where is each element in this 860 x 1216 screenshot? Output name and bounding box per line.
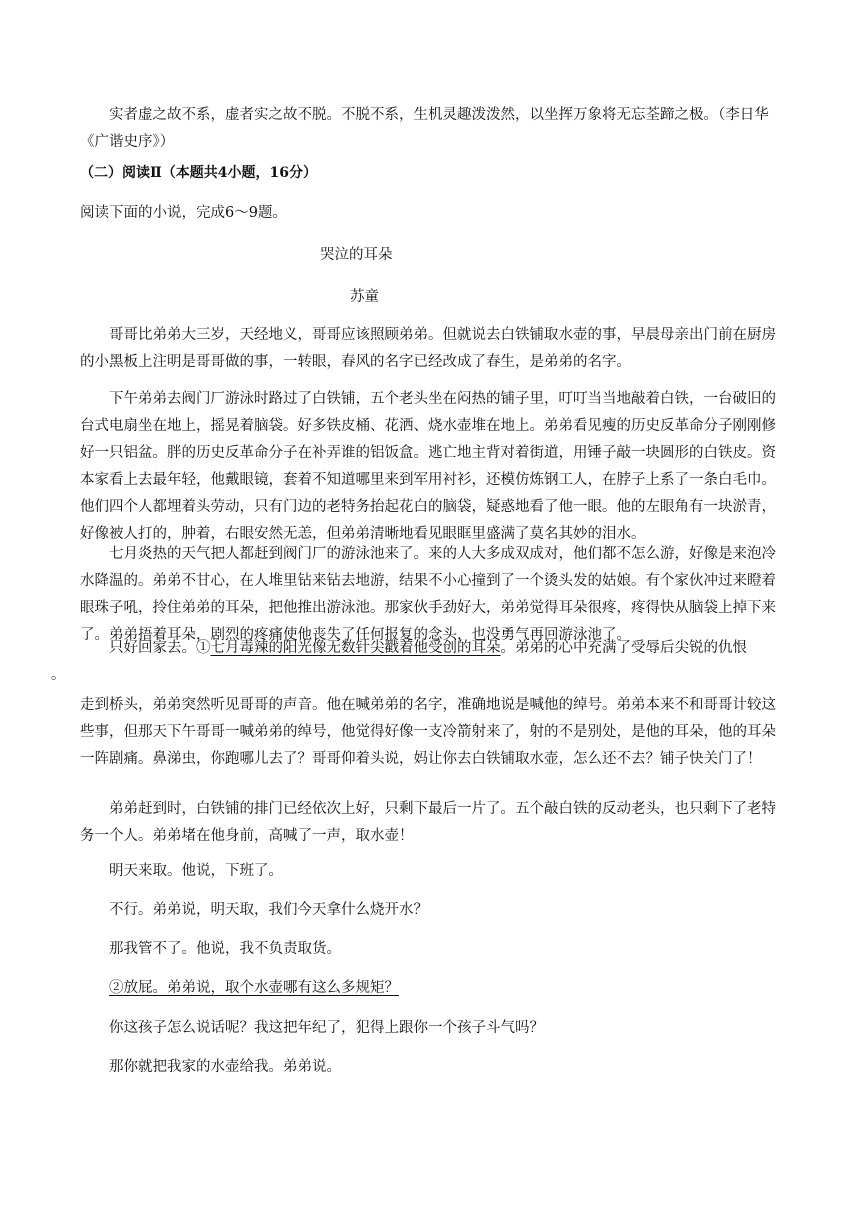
annotation-2-underlined: ②放屁。弟弟说，取个水壶哪有这么多规矩？ [109,980,399,996]
p4-end: 。弟弟的心中充满了受辱后尖锐的仇恨 [500,640,747,656]
story-paragraph-7: 明天来取。他说，下班了。 [109,863,283,879]
story-paragraph-9: 那我管不了。他说，我不负责取货。 [109,941,341,957]
story-paragraph-6: 弟弟赶到时，白铁铺的排门已经依次上好，只剩下最后一片了。五个敲白铁的反动老头，也只剩下了老特务一个人。弟弟堵在他身前，高喊了一声，取水壶！ [80,801,776,844]
story-paragraph-4 [51,635,780,689]
story-title: 哭泣的耳朵 [320,247,393,263]
story-paragraph-1: 哥哥比弟弟大三岁，天经地义，哥哥应该照顾弟弟。但就说去白铁铺取水壶的事，早晨母亲出门前在厨房的小黑板上注明是哥哥做的事，一转眼，春风的名字已经改成了春生，是弟弟的名字。 [80,327,776,370]
section-instruction: 阅读下面的小说，完成6～9题。 [80,205,287,221]
annotation-1-underlined: 七月毒辣的阳光像无数针尖戳着他受创的耳朵 [210,640,501,656]
story-paragraph-5: 走到桥头，弟弟突然听见哥哥的声音。他在喊弟弟的名字，准确地说是喊他的绰号。弟弟本来不和哥哥计较这些事，但那天下午哥哥一喊弟弟的绰号，他觉得好像一支冷箭射来了，射的不是别处，是他的耳朵，他的耳朵一阵剧痛。鼻涕虫，你跑哪儿去了？哥哥仰着头说，妈让你去白铁铺取水壶，怎么还不去？铺子快关门了！ [80,697,776,767]
story-paragraph-3: 七月炎热的天气把人都赶到阀门厂的游泳池来了。来的人大多成双成对，他们都不怎么游，好像是来泡冷水降温的。弟弟不甘心，在人堆里钻来钻去地游，结果不小心撞到了一个烫头发的姑娘。有个家伙冲过来瞪着眼珠子吼，拎住弟弟的耳朵，把他推出游泳池。那家伙手劲好大，弟弟觉得耳朵很疼，疼得快从脑袋上掉下来了。弟弟捂着耳朵，剧烈的疼痛使他丧失了任何报复的念头，也没勇气再回游泳池了。 [80,546,776,643]
story-author: 苏童 [350,289,379,305]
story-paragraph-12: 那你就把我家的水壶给我。弟弟说。 [109,1059,341,1075]
story-paragraph-8: 不行。弟弟说，明天取，我们今天拿什么烧开水？ [109,902,428,918]
p4-start: 只好回家去。① [109,640,211,656]
quote-paragraph: 实者虚之故不系，虚者实之故不脱。不脱不系，生机灵趣泼泼然，以坐挥万象将无忘荃蹄之极。（李日华《广谐史序》） [80,107,769,150]
story-paragraph-2: 下午弟弟去阀门厂游泳时路过了白铁铺，五个老头坐在闷热的铺子里，叮叮当当地敲着白铁，一台破旧的台式电扇坐在地上，摇晃着脑袋。好多铁皮桶、花洒、烧水壶堆在地上。弟弟看见瘦的历史反革命分子刚刚修好一只铝盆。胖的历史反革命分子在补弄谁的铝饭盒。逃亡地主背对着街道，用锤子敲一块圆形的白铁皮。资本家看上去最年轻，他戴眼镜，套着不知道哪里来到军用衬衫，还模仿炼钢工人，在脖子上系了一条白毛巾。他们四个人都埋着头劳动，只有门边的老特务抬起花白的脑袋，疑惑地看了他一眼。他的左眼角有一块淤青，好像被人打的，肿着，右眼安然无恙，但弟弟清晰地看见眼眶里盛满了莫名其妙的泪水。 [80,391,776,542]
p4-tail: 。 [51,667,66,683]
section-heading: （二）阅读Ⅱ（本题共4小题，16分） [80,165,318,181]
story-paragraph-11: 你这孩子怎么说话呢？我这把年纪了，犯得上跟你一个孩子斗气吗？ [109,1020,544,1036]
story-paragraph-10 [80,975,780,1002]
